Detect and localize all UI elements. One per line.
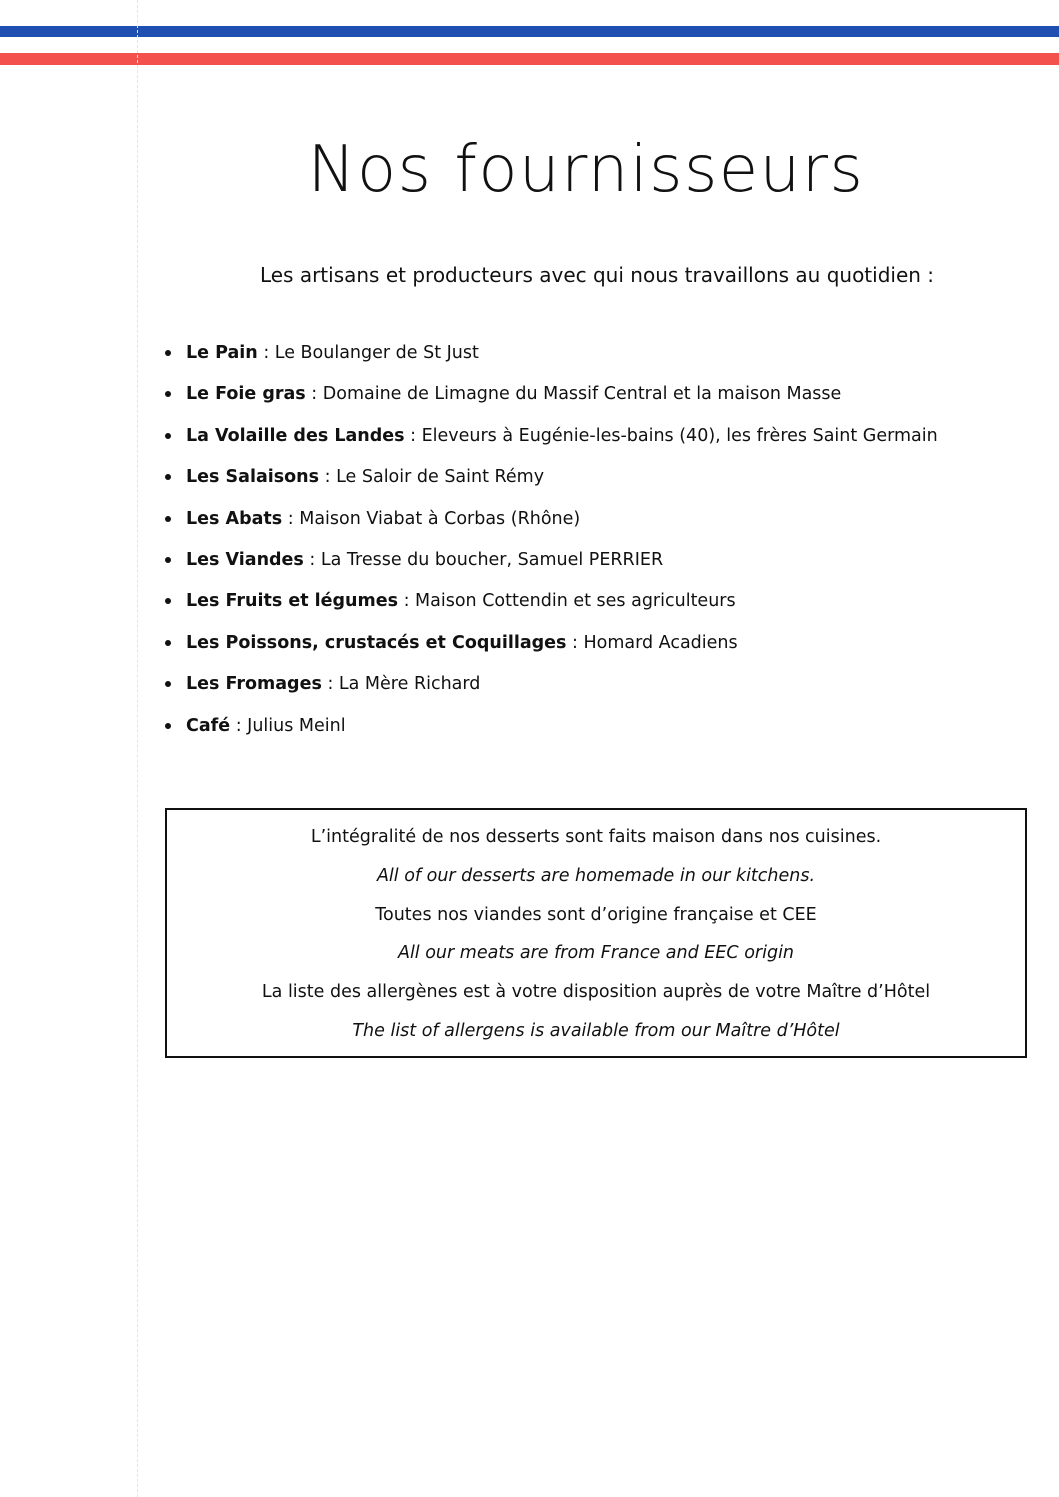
supplier-category: Les Viandes <box>186 549 304 570</box>
notice-meats-en: All our meats are from France and EEC origin <box>397 943 795 963</box>
supplier-category: Les Fruits et légumes <box>186 591 399 612</box>
notice-meats-fr: Toutes nos viandes sont d’origine française et CEE <box>375 905 817 925</box>
supplier-category: Café <box>186 715 231 736</box>
supplier-category: Le Pain <box>186 343 258 363</box>
supplier-item-fruits-legumes <box>162 586 1042 627</box>
notice-desserts-fr: L’intégralité de nos desserts sont faits maison dans nos cuisines. <box>310 827 882 847</box>
notice-box <box>165 808 1027 1058</box>
bullet-icon <box>165 557 171 563</box>
supplier-detail: : La Mère Richard <box>321 674 481 695</box>
supplier-category: Les Salaisons <box>186 467 320 488</box>
supplier-item-cafe <box>162 711 1042 752</box>
supplier-category: Le Foie gras <box>186 384 306 405</box>
supplier-item-poissons <box>162 628 1042 669</box>
supplier-list <box>162 338 1042 752</box>
supplier-detail: : Le Boulanger de St Just <box>257 343 479 363</box>
bullet-icon <box>165 598 171 604</box>
bullet-icon <box>165 350 171 356</box>
page-title: Nos fournisseurs <box>307 133 865 207</box>
supplier-item-pain <box>162 338 1042 379</box>
bullet-icon <box>165 640 171 646</box>
supplier-detail: : Maison Viabat à Corbas (Rhône) <box>282 508 581 529</box>
bullet-icon <box>165 516 171 522</box>
notice-allergens-en: The list of allergens is available from our Maître d’Hôtel <box>352 1021 840 1041</box>
margin-guide-line <box>137 0 138 1497</box>
supplier-detail: : Julius Meinl <box>230 715 346 736</box>
supplier-detail: : Domaine de Limagne du Massif Central et la maison Masse <box>305 384 842 405</box>
supplier-category: Les Abats <box>186 508 283 529</box>
supplier-item-abats <box>162 504 1042 545</box>
supplier-item-fromages <box>162 669 1042 710</box>
bullet-icon <box>165 391 171 397</box>
supplier-item-viandes <box>162 545 1042 586</box>
supplier-item-foie-gras <box>162 379 1042 420</box>
bullet-icon <box>165 723 171 729</box>
supplier-item-volaille <box>162 421 1042 462</box>
bullet-icon <box>165 681 171 687</box>
supplier-detail: : Le Saloir de Saint Rémy <box>319 467 545 488</box>
bullet-icon <box>165 433 171 439</box>
supplier-detail: : Maison Cottendin et ses agriculteurs <box>398 591 736 612</box>
supplier-item-salaisons <box>162 462 1042 503</box>
supplier-category: La Volaille des Landes <box>186 425 405 446</box>
supplier-detail: : Homard Acadiens <box>566 632 738 653</box>
notice-allergens-fr: La liste des allergènes est à votre disposition auprès de votre Maître d’Hôtel <box>261 982 931 1002</box>
supplier-category: Les Fromages <box>186 674 322 695</box>
header-blue-stripe <box>0 26 1059 37</box>
header-red-stripe <box>0 53 1059 65</box>
supplier-detail: : La Tresse du boucher, Samuel PERRIER <box>303 549 664 570</box>
supplier-detail: : Eleveurs à Eugénie-les-bains (40), les frères Saint Germain <box>404 425 938 446</box>
page-subtitle: Les artisans et producteurs avec qui nous travaillons au quotidien : <box>259 263 935 287</box>
bullet-icon <box>165 474 171 480</box>
notice-desserts-en: All of our desserts are homemade in our kitchens. <box>376 866 816 886</box>
supplier-category: Les Poissons, crustacés et Coquillages <box>186 632 567 653</box>
